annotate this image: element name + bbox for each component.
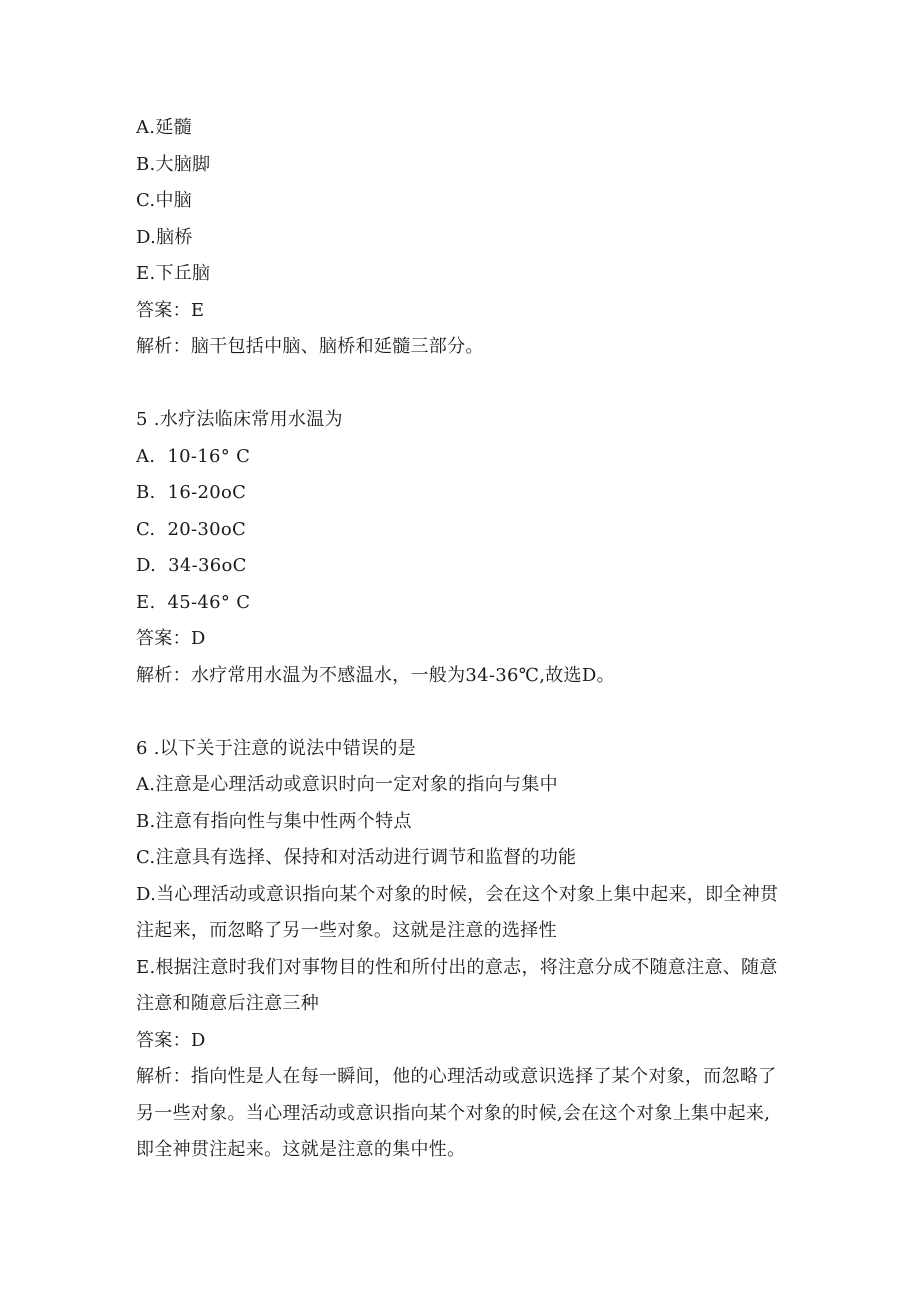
option-b: B.注意有指向性与集中性两个特点 bbox=[136, 810, 412, 832]
analysis-line: 解析：脑干包括中脑、脑桥和延髓三部分。 bbox=[136, 336, 484, 357]
option-a: A.注意是心理活动或意识时向一定对象的指向与集中 bbox=[136, 774, 558, 795]
option-e: E.下丘脑 bbox=[136, 263, 211, 284]
option-b: B.大脑脚 bbox=[136, 153, 211, 175]
question-5-block bbox=[136, 402, 786, 694]
option-b: B. 16-20oC bbox=[136, 482, 247, 503]
document-page bbox=[136, 110, 786, 1169]
option-d: D.当心理活动或意识指向某个对象的时候，会在这个对象上集中起来，即全神贯注起来，而忽略了另一些对象。这就是注意的选择性 bbox=[136, 883, 779, 941]
option-c: C.中脑 bbox=[136, 190, 193, 211]
question-text: 5 .水疗法临床常用水温为 bbox=[136, 409, 343, 430]
option-a: A.延髓 bbox=[136, 117, 192, 138]
spacer bbox=[136, 366, 786, 403]
question-6-block bbox=[136, 731, 786, 1169]
option-d: D.脑桥 bbox=[136, 226, 193, 248]
question-4-block bbox=[136, 110, 786, 366]
option-c: C. 20-30oC bbox=[136, 518, 247, 540]
option-e: E.根据注意时我们对事物目的性和所付出的意志，将注意分成不随意注意、随意注意和随意后注意三种 bbox=[136, 956, 778, 1014]
option-c: C.注意具有选择、保持和对活动进行调节和监督的功能 bbox=[136, 847, 577, 868]
answer-line: 答案：E bbox=[136, 299, 205, 321]
question-text: 6 .以下关于注意的说法中错误的是 bbox=[136, 737, 416, 759]
analysis-line: 解析：水疗常用水温为不感温水，一般为34-36℃,故选D。 bbox=[136, 664, 615, 686]
analysis-line: 解析：指向性是人在每一瞬间，他的心理活动或意识选择了某个对象，而忽略了另一些对象。当心理活动或意识指向某个对象的时候,会在这个对象上集中起来,即全神贯注起来。这就是注意的集中性。 bbox=[136, 1066, 777, 1160]
option-e: E. 45-46° C bbox=[136, 591, 251, 613]
answer-line: 答案：D bbox=[136, 628, 206, 649]
option-a: A. 10-16° C bbox=[136, 445, 251, 467]
spacer bbox=[136, 694, 786, 731]
option-d: D. 34-36oC bbox=[136, 555, 247, 576]
answer-line: 答案：D bbox=[136, 1029, 206, 1051]
